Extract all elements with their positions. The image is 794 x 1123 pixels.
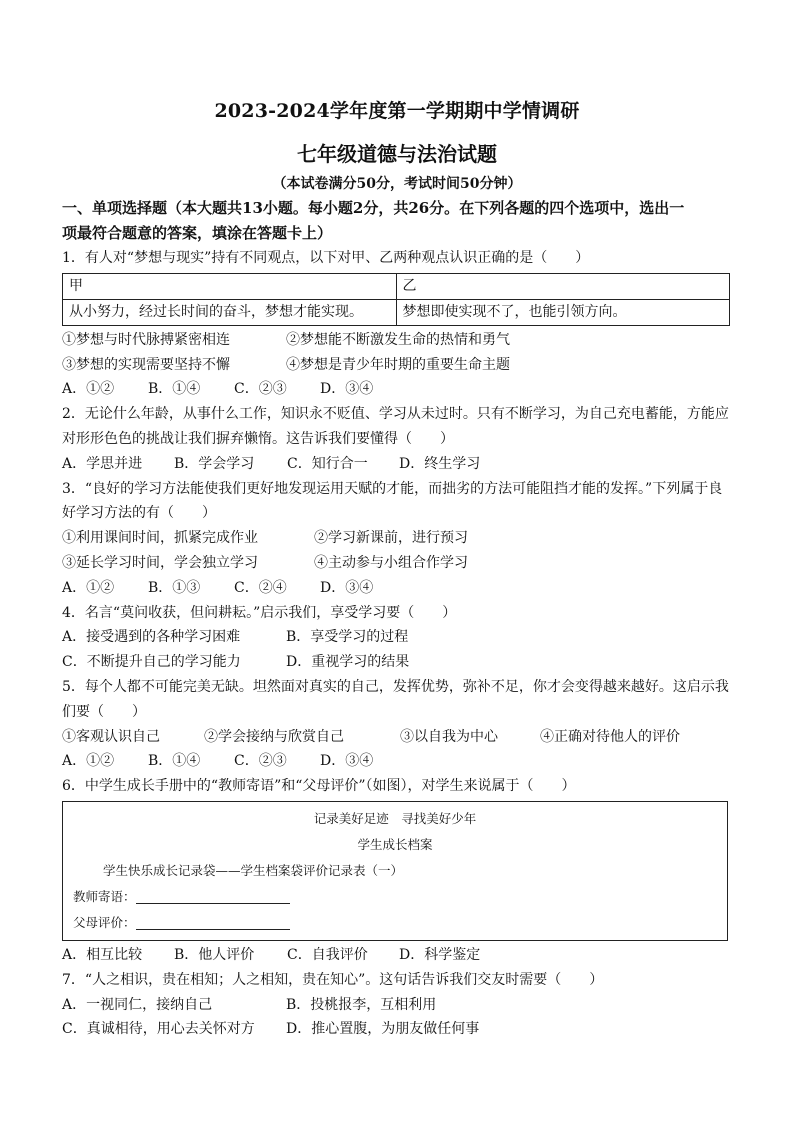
- parent-review-label: 父母评价：: [73, 914, 136, 930]
- question-1-statements-a: [62, 328, 734, 353]
- table-head-jia: 甲: [63, 273, 397, 299]
- question-2-options: [62, 452, 734, 477]
- statement: ④梦想是青少年时期的重要生命主题: [286, 356, 510, 373]
- option-d: D．③④: [320, 753, 374, 770]
- question-5-stem: 5．每个人都不可能完美无缺。坦然面对真实的自己，发挥优势，弥补不足，你才会变得越来越好。这启示我: [62, 678, 729, 695]
- statement: ④主动参与小组合作学习: [314, 554, 468, 571]
- option-c: C．自我评价: [287, 946, 368, 963]
- question-3-stem: 3．“良好的学习方法能使我们更好地发现运用天赋的才能，而拙劣的方法可能阻挡才能的发挥。”下列属于良: [62, 480, 723, 497]
- option-d: D．③④: [320, 579, 374, 596]
- statement: ②学会接纳与欣赏自己: [204, 728, 344, 745]
- exam-content: [62, 196, 734, 1042]
- option-b: B．他人评价: [174, 946, 255, 963]
- table-cell-jia: 从小努力，经过长时间的奋斗，梦想才能实现。: [63, 299, 397, 325]
- exam-note: （本试卷满分50分，考试时间50分钟）: [272, 176, 522, 192]
- question-5-options: [62, 749, 734, 774]
- option-c: C．真诚相待，用心去关怀对方: [62, 1021, 255, 1038]
- option-a: A．①②: [62, 579, 115, 596]
- question-4-stem: 4．名言“莫问收获，但问耕耘。”启示我们，享受学习要（ ）: [62, 604, 457, 621]
- statement: ②学习新课前，进行预习: [314, 530, 468, 547]
- statement: ③梦想的实现需要坚持不懈: [62, 356, 230, 373]
- option-c: C．②③: [234, 381, 287, 398]
- option-a: A．相互比较: [62, 946, 143, 963]
- question-3-statements-a: [62, 526, 734, 551]
- option-b: B．①④: [148, 753, 201, 770]
- question-7-stem: 7．“人之相识，贵在相知；人之相知，贵在知心”。这句话告诉我们交友时需要（ ）: [62, 971, 604, 988]
- option-b: B．①④: [148, 381, 201, 398]
- question-1-stem: 1．有人对“梦想与现实”持有不同观点，以下对甲、乙两种观点认识正确的是（ ）: [62, 250, 590, 266]
- table-cell-yi: 梦想即使实现不了，也能引领方向。: [396, 299, 730, 325]
- option-d: D．推心置腹，为朋友做任何事: [286, 1021, 480, 1038]
- section-heading-cont: 项最符合题意的答案，填涂在答题卡上）: [62, 224, 333, 242]
- option-d: D．③④: [320, 381, 374, 398]
- option-a: A．接受遇到的各种学习困难: [62, 629, 241, 646]
- question-4-options-ab: [62, 625, 734, 650]
- question-6-options: [62, 943, 734, 968]
- option-a: A．①②: [62, 381, 115, 398]
- option-d: D．终生学习: [399, 455, 481, 472]
- teacher-comment-row: [63, 884, 727, 910]
- parent-review-blank: [136, 914, 290, 930]
- option-b: B．学会学习: [174, 455, 255, 472]
- question-3-options: [62, 576, 734, 601]
- figure-line-2: 学生成长档案: [357, 836, 433, 852]
- question-7-options-ab: [62, 993, 734, 1018]
- exam-subtitle: 七年级道德与法治试题: [297, 142, 497, 166]
- table-head-yi: 乙: [396, 273, 730, 299]
- question-1-table: [62, 273, 730, 326]
- question-1-options: [62, 377, 734, 402]
- option-a: A．学思并进: [62, 455, 143, 472]
- question-4-options-cd: [62, 650, 734, 675]
- option-c: C．②④: [234, 579, 287, 596]
- statement: ①梦想与时代脉搏紧密相连: [62, 331, 230, 348]
- option-d: D．科学鉴定: [399, 946, 481, 963]
- option-c: C．②③: [234, 753, 287, 770]
- teacher-comment-blank: [136, 888, 290, 904]
- parent-review-row: [63, 910, 727, 936]
- statement: ①利用课间时间，抓紧完成作业: [62, 530, 258, 547]
- question-2-stem-cont: 对形形色色的挑战让我们摒弃懒惰。这告诉我们要懂得（ ）: [62, 430, 454, 447]
- statement: ②梦想能不断激发生命的热情和勇气: [286, 331, 510, 348]
- question-1-statements-b: [62, 353, 734, 378]
- option-b: B．投桃报李，互相利用: [286, 996, 437, 1013]
- option-b: B．享受学习的过程: [286, 629, 409, 646]
- option-d: D．重视学习的结果: [286, 654, 410, 671]
- exam-title: 2023-2024学年度第一学期期中学情调研: [214, 100, 580, 122]
- option-c: C．知行合一: [287, 455, 368, 472]
- figure-line-3: 学生快乐成长记录袋——学生档案袋评价记录表（一）: [103, 862, 404, 878]
- question-2-stem: 2．无论什么年龄，从事什么工作，知识永不贬值、学习从未过时。只有不断学习，为自己充电蓄能，方能应: [62, 406, 729, 423]
- growth-record-figure: [62, 801, 728, 941]
- figure-line-1: 记录美好足迹 寻找美好少年: [313, 810, 477, 826]
- option-a: A．一视同仁，接纳自己: [62, 996, 213, 1013]
- question-5-statements: [62, 725, 734, 750]
- question-5-stem-cont: 们要（ ）: [62, 703, 146, 720]
- option-c: C．不断提升自己的学习能力: [62, 654, 241, 671]
- option-b: B．①③: [148, 579, 201, 596]
- teacher-comment-label: 教师寄语：: [73, 888, 136, 904]
- section-heading: 一、单项选择题（本大题共13小题。每小题2分，共26分。在下列各题的四个选项中，选出一: [62, 199, 685, 217]
- option-a: A．①②: [62, 753, 115, 770]
- statement: ④正确对待他人的评价: [540, 728, 680, 745]
- statement: ①客观认识自己: [62, 728, 160, 745]
- statement: ③延长学习时间，学会独立学习: [62, 554, 258, 571]
- question-7-options-cd: [62, 1017, 734, 1042]
- question-3-statements-b: [62, 551, 734, 576]
- statement: ③以自我为中心: [400, 728, 498, 745]
- question-6-stem: 6．中学生成长手册中的“教师寄语”和“父母评价”（如图），对学生来说属于（ ）: [62, 778, 576, 795]
- question-3-stem-cont: 好学习方法的有（ ）: [62, 505, 216, 522]
